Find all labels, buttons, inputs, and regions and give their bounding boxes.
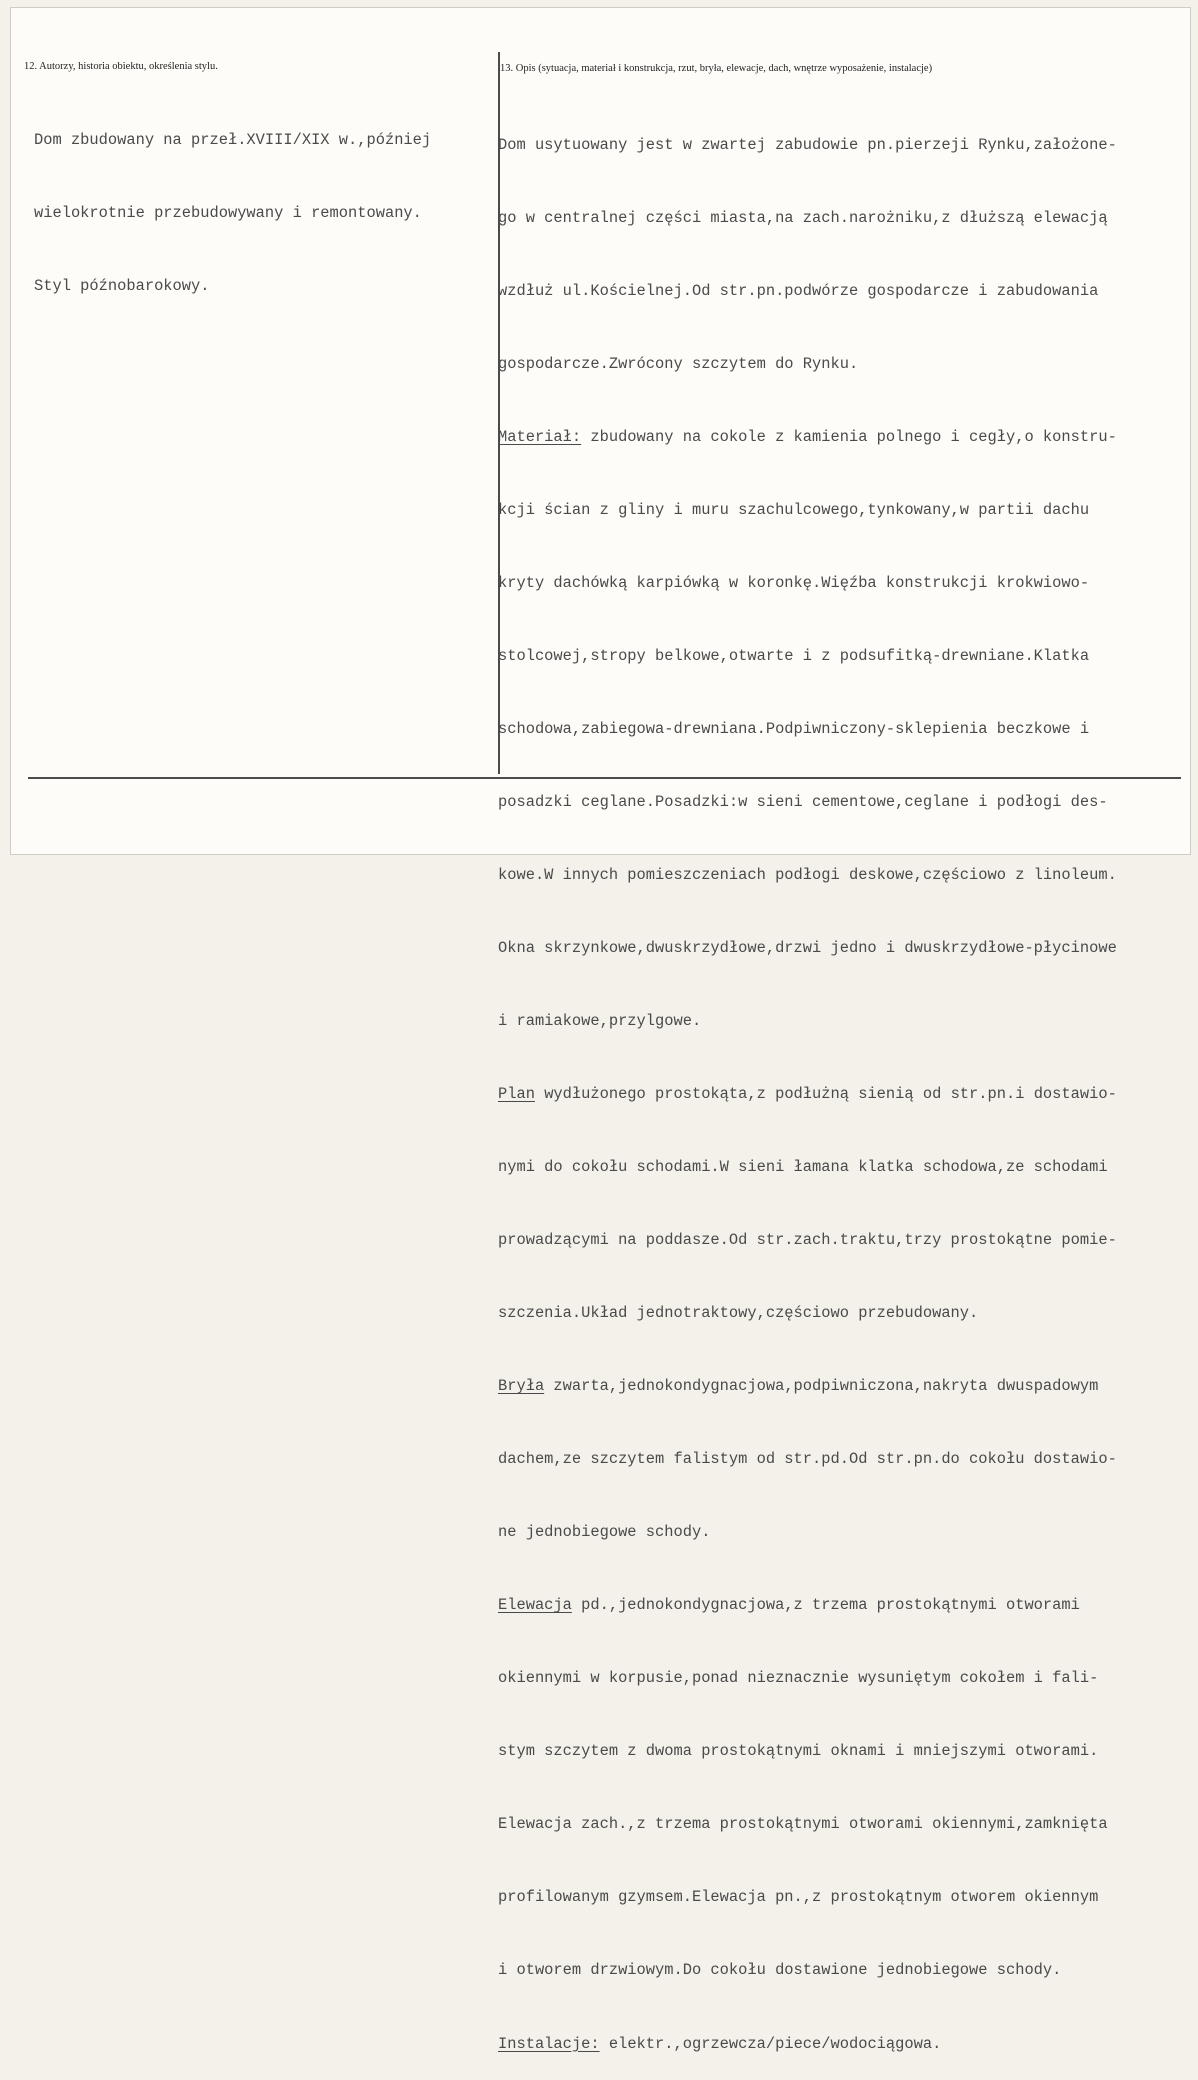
text-line: kcji ścian z gliny i muru szachulcowego,tynkowany,w partii dachu: [498, 500, 1090, 519]
section-13-text: [498, 84, 1117, 2080]
heading-instalacje: Instalacje:: [498, 2034, 600, 2053]
text-line: Okna skrzynkowe,dwuskrzydłowe,drzwi jedno i dwuskrzydłowe-płycinowe: [498, 939, 1117, 958]
heading-bryla: Bryła: [498, 1377, 545, 1396]
section-12-label: 12. Autorzy, historia obiektu, określenia stylu.: [24, 61, 218, 72]
text-line: i otworem drzwiowym.Do cokołu dostawione jednobiegowe schody.: [498, 1961, 1062, 1980]
text-line: profilowanym gzymsem.Elewacja pn.,z prostokątnym otworem okiennym: [498, 1888, 1099, 1907]
text-line: go w centralnej części miasta,na zach.narożniku,z dłuższą elewacją: [498, 208, 1108, 227]
text-line: wzdłuż ul.Kościelnej.Od str.pn.podwórze gospodarcze i zabudowania: [498, 281, 1099, 300]
text-line: gospodarcze.Zwrócony szczytem do Rynku.: [498, 354, 859, 373]
heading-plan: Plan: [498, 1085, 535, 1104]
text-line: Elewacja pd.,jednokondygnacjowa,z trzema prostokątnymi otworami: [498, 1596, 1080, 1615]
text-line: ne jednobiegowe schody.: [498, 1523, 711, 1542]
heading-elewacja: Elewacja: [498, 1596, 572, 1615]
heading-material: Materiał:: [498, 427, 582, 446]
text-line: wielokrotnie przebudowywany i remontowany.: [34, 203, 422, 222]
text-line: nymi do cokołu schodami.W sieni łamana klatka schodowa,ze schodami: [498, 1158, 1108, 1177]
text-line: Instalacje: elektr.,ogrzewcza/piece/wodociągowa.: [498, 2034, 942, 2053]
text-line: szczenia.Układ jednotraktowy,częściowo przebudowany.: [498, 1304, 979, 1323]
text-line: kryty dachówką karpiówką w koronkę.Więźba konstrukcji krokwiowo-: [498, 573, 1090, 592]
text-line: Dom usytuowany jest w zwartej zabudowie pn.pierzeji Rynku,założone-: [498, 135, 1117, 154]
text-line: stolcowej,stropy belkowe,otwarte i z podsufitką-drewniane.Klatka: [498, 646, 1090, 665]
text-line: Bryła zwarta,jednokondygnacjowa,podpiwniczona,nakryta dwuspadowym: [498, 1377, 1099, 1396]
text-line: Materiał: zbudowany na cokole z kamienia polnego i cegły,o konstru-: [498, 427, 1117, 446]
text-line: posadzki ceglane.Posadzki:w sieni cementowe,ceglane i podłogi des-: [498, 792, 1108, 811]
text-line: schodowa,zabiegowa-drewniana.Podpiwniczony-sklepienia beczkowe i: [498, 719, 1090, 738]
section-13-label: 13. Opis (sytuacja, materiał i konstrukcja, rzut, bryła, elewacje, dach, wnętrze wyposażenie, instalacje): [500, 63, 933, 74]
text-line: kowe.W innych pomieszczeniach podłogi deskowe,częściowo z linoleum.: [498, 866, 1117, 884]
text-line: Plan wydłużonego prostokąta,z podłużną sienią od str.pn.i dostawio-: [498, 1085, 1117, 1104]
text-line: stym szczytem z dwoma prostokątnymi oknami i mniejszymi otworami.: [498, 1742, 1099, 1761]
text-line: dachem,ze szczytem falistym od str.pd.Od str.pn.do cokołu dostawio-: [498, 1450, 1117, 1469]
text-line: i ramiakowe,przylgowe.: [498, 1012, 702, 1031]
text-line: Styl późnobarokowy.: [34, 276, 210, 295]
text-line: okiennymi w korpusie,ponad nieznacznie wysuniętym cokołem i fali-: [498, 1669, 1099, 1688]
text-line: prowadzącymi na poddasze.Od str.zach.traktu,trzy prostokątne pomie-: [498, 1231, 1117, 1250]
text-line: Dom zbudowany na przeł.XVIII/XIX w.,później: [34, 130, 432, 149]
text-line: Elewacja zach.,z trzema prostokątnymi otworami okiennymi,zamknięta: [498, 1815, 1108, 1834]
section-12-text: [34, 79, 431, 322]
